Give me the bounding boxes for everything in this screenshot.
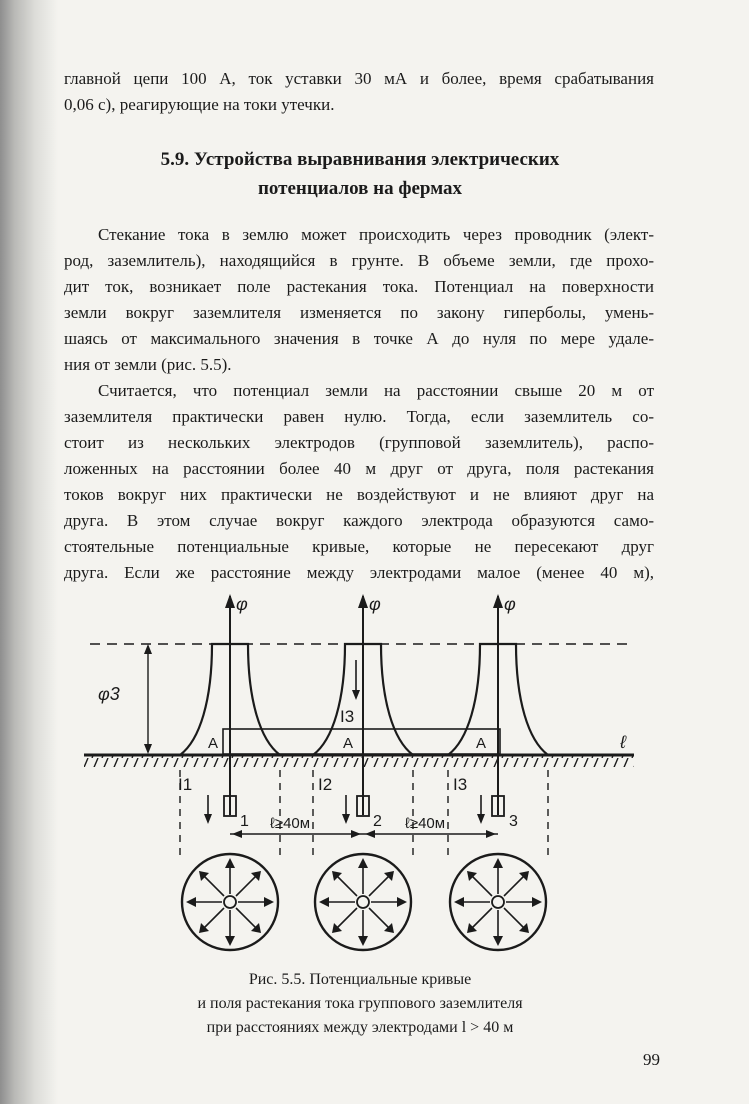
paragraph-2-line: заземлителя практически равен нулю. Тогда, если заземлитель со- — [64, 407, 654, 426]
electrode-group-3 — [448, 594, 548, 830]
spacing-arrow-2-left — [365, 830, 375, 838]
spacing-arrow-1-right — [351, 830, 361, 838]
paragraph-1-line: ния от земли (рис. 5.5). — [64, 355, 232, 374]
paragraph-2-line: стоятельные потенциальные кривые, которые не пересекают друг — [64, 537, 654, 556]
phi-axis-arrow-1 — [225, 594, 235, 608]
paragraph-1-line: земли вокруг заземлителя изменяется по закону гиперболы, умень- — [64, 303, 654, 322]
ground-current-label: I3 — [340, 707, 355, 726]
page-number: 99 — [643, 1050, 660, 1069]
spacing-arrow-2-right — [486, 830, 496, 838]
point-a-label-1: A — [208, 735, 219, 752]
current-label-2: I2 — [318, 775, 333, 794]
figure-caption-line-3: при расстояниях между электродами l > 40 м — [206, 1019, 514, 1036]
spreading-field-1 — [182, 854, 278, 950]
point-a-label-3: A — [476, 735, 487, 752]
spacing-label-1: ℓ≥40м — [270, 815, 311, 832]
electrode-group-1 — [178, 594, 280, 830]
electrode-group-2 — [313, 594, 413, 830]
electrode-number-1: 1 — [240, 813, 249, 830]
figure-caption-line-2: и поля растекания тока группового заземлителя — [197, 995, 523, 1012]
figure-caption-line-1: Рис. 5.5. Потенциальные кривые — [248, 971, 472, 988]
grounding-figure — [60, 590, 680, 960]
paragraph-2-line: стоит из нескольких электродов (групповой заземлитель), распо- — [64, 433, 654, 452]
phi-axis-arrow-2 — [358, 594, 368, 608]
phi3-arrow-down — [144, 744, 152, 754]
paragraph-1-line: Стекание тока в землю может происходить через проводник (элект- — [98, 225, 654, 244]
paragraph-2-line: токов вокруг них практически не воздействуют и не влияют друг на — [64, 485, 654, 504]
intro-line-1: главной цепи 100 А, ток уставки 30 мА и более, время срабатывания — [64, 69, 654, 88]
paragraph-2-line: ложенных на расстоянии более 40 м друг от друга, поля растекания — [64, 459, 654, 478]
paragraph-2-line: Считается, что потенциал земли на расстоянии свыше 20 м от — [98, 381, 654, 400]
paragraph-2-line: друга. В этом случае вокруг каждого электрода образуются само- — [64, 511, 654, 530]
phi-axis-arrow-3 — [493, 594, 503, 608]
section-title-line-1: 5.9. Устройства выравнивания электрических — [160, 149, 560, 170]
paragraph-1-line: дит ток, возникает поле растекания тока. Потенциал на поверхности — [64, 277, 654, 296]
section-title-line-2: потенциалов на фермах — [257, 178, 463, 199]
electrode-number-2: 2 — [373, 813, 382, 830]
electrode-number-3: 3 — [509, 813, 518, 830]
paragraph-1-line: род, заземлитель), находящийся в грунте. В объеме земли, где прохо- — [64, 251, 654, 270]
current-label-3: I3 — [453, 775, 468, 794]
phi-label-2: φ — [369, 594, 381, 614]
point-a-label-2: A — [343, 735, 354, 752]
l-axis-label: ℓ — [620, 732, 626, 752]
spacing-label-2: ℓ≥40м — [405, 815, 446, 832]
intro-line-2: 0,06 с), реагирующие на токи утечки. — [64, 95, 335, 114]
connecting-conductor — [223, 729, 500, 754]
phi3-label: φ3 — [98, 684, 120, 704]
spacing-arrow-1-left — [232, 830, 242, 838]
paragraph-2-line: друга. Если же расстояние между электродами малое (менее 40 м), — [64, 563, 654, 582]
phi-label-1: φ — [236, 594, 248, 614]
ground-current-arrowhead — [352, 690, 360, 700]
current-arrowhead-1 — [204, 814, 212, 824]
current-arrowhead-3 — [477, 814, 485, 824]
ground-hatching — [84, 755, 634, 767]
phi-label-3: φ — [504, 594, 516, 614]
spreading-field-3 — [450, 854, 546, 950]
spreading-field-2 — [315, 854, 411, 950]
current-arrowhead-2 — [342, 814, 350, 824]
paragraph-1-line: шаясь от максимального значения в точке А до нуля по мере удале- — [64, 329, 654, 348]
phi3-arrow-up — [144, 644, 152, 654]
current-label-1: I1 — [178, 775, 193, 794]
